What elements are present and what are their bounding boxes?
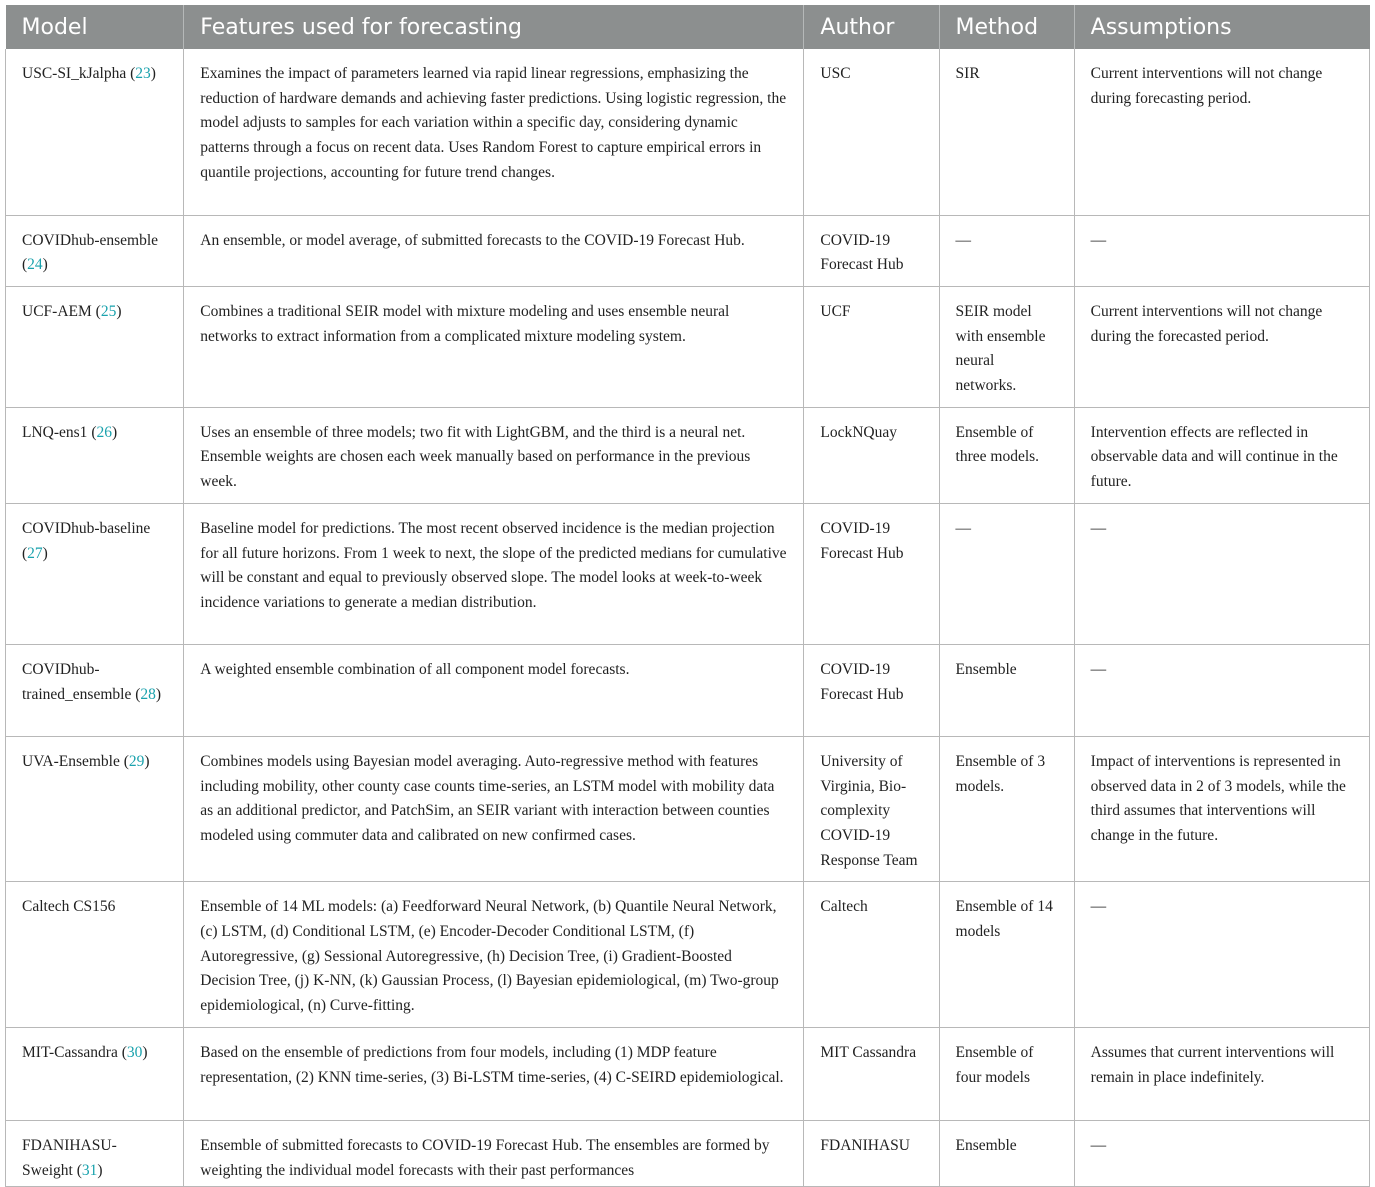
model-name: MIT-Cassandra (22, 1043, 118, 1061)
model-name: COVIDhub-trained_ensemble (22, 660, 132, 703)
method-cell: Ensemble of 14 models (939, 882, 1074, 1028)
author-cell: COVID-19 Forecast Hub (804, 215, 939, 286)
model-cell: UVA-Ensemble (29) (6, 736, 184, 882)
model-name: USC-SI_kJalpha (22, 65, 127, 82)
assumptions-cell: — (1074, 503, 1369, 644)
assumptions-cell: Intervention effects are reflected in observable data and will continue in the future. (1074, 407, 1369, 503)
header-assumptions: Assumptions (1074, 5, 1369, 49)
model-name: UCF-AEM (22, 302, 92, 320)
citation-link[interactable]: 27 (27, 544, 43, 562)
author-cell: USC (804, 49, 939, 215)
assumptions-cell: — (1074, 882, 1369, 1028)
model-cell (6, 882, 184, 1028)
citation-link[interactable]: 23 (135, 65, 151, 82)
method-cell: — (939, 503, 1074, 644)
citation-link[interactable]: 30 (126, 1043, 143, 1061)
author-cell: FDANIHASU (804, 1120, 939, 1186)
citation-link[interactable]: 24 (27, 256, 43, 274)
models-table (5, 5, 1370, 1187)
table-row (6, 1120, 1370, 1186)
citation-link[interactable]: 28 (140, 685, 156, 703)
assumptions-cell: — (1074, 215, 1369, 286)
author-cell: Caltech (804, 882, 939, 1028)
table-row (6, 644, 1370, 736)
assumptions-cell: Current interventions will not change during the forecasted period. (1074, 286, 1369, 407)
model-name: COVIDhub-ensemble (22, 231, 159, 249)
author-cell: University of Virginia, Bio-complexity COVID-19 Response Team (804, 736, 939, 882)
model-cell: COVIDhub-trained_ensemble (28) (6, 644, 184, 736)
author-cell: UCF (804, 286, 939, 407)
author-cell: MIT Cassandra (804, 1027, 939, 1120)
model-cell: COVIDhub-baseline (27) (6, 503, 184, 644)
method-cell: SEIR model with ensemble neural networks. (939, 286, 1074, 407)
features-cell: Uses an ensemble of three models; two fit with LightGBM, and the third is a neural net. Ensemble weights are chosen each week manually based on performance in the previous week. (184, 407, 804, 503)
method-cell: SIR (939, 49, 1074, 215)
citation-link[interactable]: 26 (96, 423, 112, 441)
method-cell: Ensemble (939, 644, 1074, 736)
features-cell: Ensemble of 14 ML models: (a) Feedforward Neural Network, (b) Quantile Neural Network, (c) LSTM, (d) Conditional LSTM, (e) Encoder-Decoder Conditional LSTM, (f) Autoregressive, (g) Sessional Autoregressive, (h) Decision Tree, (i) Gradient-Boosted Decision Tree, (j) K-NN, (k) Gaussian Process, (l) Bayesian epidemiological, (m) Two-group epidemiological, (n) Curve-fitting. (184, 882, 804, 1028)
model-name: COVIDhub-baseline (22, 519, 151, 537)
header-features: Features used for forecasting (184, 5, 804, 49)
table-row (6, 882, 1370, 1028)
citation-link[interactable]: 31 (81, 1161, 98, 1179)
assumptions-cell: — (1074, 644, 1369, 736)
model-cell: LNQ-ens1 (26) (6, 407, 184, 503)
features-cell: Based on the ensemble of predictions from four models, including (1) MDP feature representation, (2) KNN time-series, (3) Bi-LSTM time-series, (4) C-SEIRD epidemiological. (184, 1027, 804, 1120)
assumptions-cell: Assumes that current interventions will remain in place indefinitely. (1074, 1027, 1369, 1120)
table-row (6, 1027, 1370, 1120)
table-row (6, 286, 1370, 407)
assumptions-cell: Current interventions will not change during forecasting period. (1074, 49, 1369, 215)
model-name: FDANIHASU-Sweight (22, 1136, 117, 1179)
features-cell: Combines models using Bayesian model averaging. Auto-regressive method with features including mobility, other county case counts time-series, an LSTM model with mobility data as an additional predictor, and PatchSim, an SEIR variant with interaction between counties modeled using commuter data and calibrated on new confirmed cases. (184, 736, 804, 882)
method-cell: Ensemble of four models (939, 1027, 1074, 1120)
header-model: Model (21, 15, 88, 40)
model-cell: UCF-AEM (25) (6, 286, 184, 407)
author-cell: LockNQuay (804, 407, 939, 503)
model-name: LNQ-ens1 (22, 423, 88, 441)
model-cell: MIT-Cassandra (30) (6, 1027, 184, 1120)
assumptions-cell: Impact of interventions is represented in observed data in 2 of 3 models, while the third assumes that interventions will change in the future. (1074, 736, 1369, 882)
table-row (6, 503, 1370, 644)
table-row (6, 407, 1370, 503)
model-name: Caltech CS156 (22, 898, 116, 916)
features-cell: An ensemble, or model average, of submitted forecasts to the COVID-19 Forecast Hub. (184, 215, 804, 286)
table-row (6, 736, 1370, 882)
features-cell: Baseline model for predictions. The most recent observed incidence is the median projection for all future horizons. From 1 week to next, the slope of the predicted medians for cumulative will be constant and equal to previously observed slope. The model looks at week-to-week incidence variations to generate a median distribution. (184, 503, 804, 644)
method-cell: Ensemble of three models. (939, 407, 1074, 503)
model-name: UVA-Ensemble (22, 752, 120, 770)
table-row (6, 49, 1370, 215)
header-row (6, 5, 1370, 49)
features-cell: Combines a traditional SEIR model with mixture modeling and uses ensemble neural networks to extract information from a complicated mixture modeling system. (184, 286, 804, 407)
citation-link[interactable]: 29 (128, 752, 145, 770)
header-method: Method (939, 5, 1074, 49)
model-cell: FDANIHASU-Sweight (31) (6, 1120, 184, 1186)
author-cell: COVID-19 Forecast Hub (804, 503, 939, 644)
model-cell: USC-SI_kJalpha (23) (6, 49, 184, 215)
citation-link[interactable]: 25 (100, 302, 117, 320)
header-author: Author (804, 5, 939, 49)
features-cell: A weighted ensemble combination of all component model forecasts. (184, 644, 804, 736)
method-cell: Ensemble (939, 1120, 1074, 1186)
method-cell: Ensemble of 3 models. (939, 736, 1074, 882)
features-cell: Examines the impact of parameters learned via rapid linear regressions, emphasizing the reduction of hardware demands and achieving faster predictions. Using logistic regression, the model adjusts to samples for each variation within a specific day, considering dynamic patterns through a focus on recent data. Uses Random Forest to capture empirical errors in quantile projections, accounting for future trend changes. (184, 49, 804, 215)
model-cell: COVIDhub-ensemble (24) (6, 215, 184, 286)
method-cell: — (939, 215, 1074, 286)
table-row (6, 215, 1370, 286)
author-cell: COVID-19 Forecast Hub (804, 644, 939, 736)
features-cell: Ensemble of submitted forecasts to COVID-19 Forecast Hub. The ensembles are formed by weighting the individual model forecasts with their past performances (184, 1120, 804, 1186)
assumptions-cell: — (1074, 1120, 1369, 1186)
